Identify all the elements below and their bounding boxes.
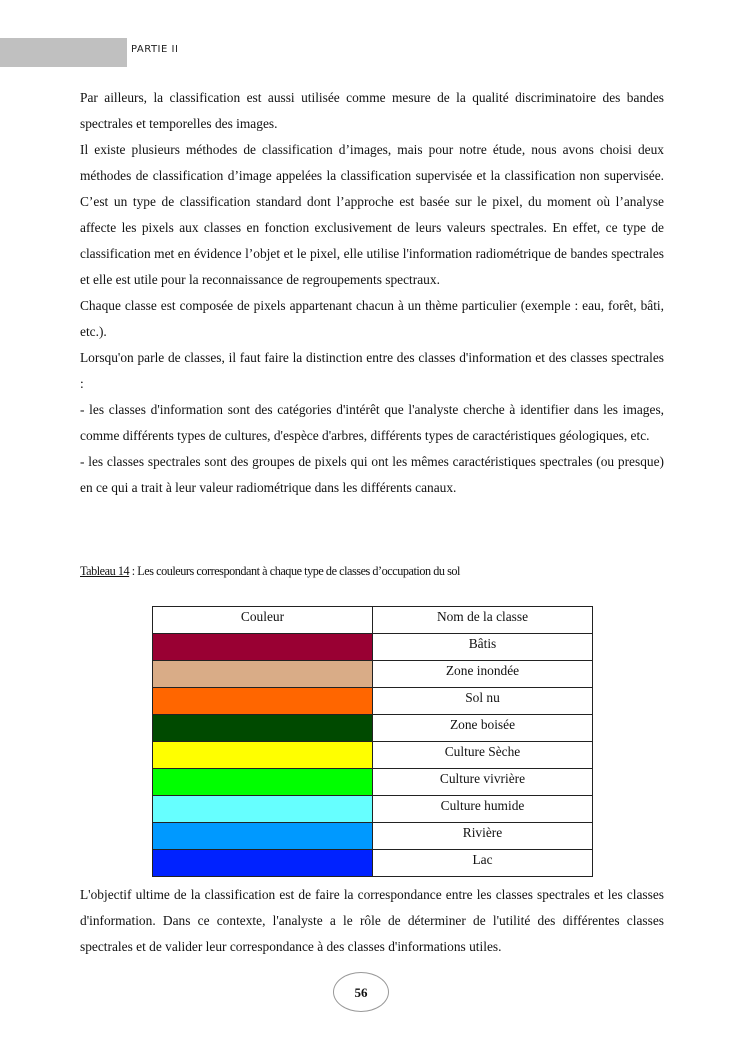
header-class-name: Nom de la classe <box>373 607 593 634</box>
color-swatch <box>153 634 373 661</box>
closing-paragraph: L'objectif ultime de la classification est de faire la correspondance entre les classes spectrales et les classes d'information. Dans ce contexte, l'analyste a le rôle de déterminer de l'utilité des différentes classes spectrales et de valider leur correspondance à des classes d'informations utiles. <box>80 887 664 954</box>
table-caption-text: : Les couleurs correspondant à chaque type de classes d’occupation du sol <box>129 564 460 578</box>
land-cover-color-table <box>152 606 593 877</box>
table-row <box>153 634 593 661</box>
color-swatch <box>153 661 373 688</box>
table-row <box>153 742 593 769</box>
table-row <box>153 850 593 877</box>
section-header: PARTIE II <box>131 44 179 55</box>
paragraph: Chaque classe est composée de pixels appartenant chacun à un thème particulier (exemple : eau, forêt, bâti, etc.). <box>80 298 664 339</box>
class-name: Culture vivrière <box>373 769 593 796</box>
table-row <box>153 823 593 850</box>
paragraph: Il existe plusieurs méthodes de classification d’images, mais pour notre étude, nous avons choisi deux méthodes de classification d’image appelées la classification supervisée et la classification non supervisée. C’est un type de classification standard dont l’approche est basée sur le pixel, du moment où l’analyse affecte les pixels aux classes en fonction exclusivement de leurs valeurs spectrales. En effet, ce type de classification met en évidence l’objet et le pixel, elle utilise l'information radiométrique de bandes spectrales et elle est utile pour la reconnaissance de regroupements spectraux. <box>80 142 664 287</box>
color-swatch <box>153 769 373 796</box>
table-header-row <box>153 607 593 634</box>
color-swatch <box>153 850 373 877</box>
header-bar <box>0 38 127 67</box>
paragraph: Lorsqu'on parle de classes, il faut faire la distinction entre des classes d'information et des classes spectrales : <box>80 350 664 391</box>
color-swatch <box>153 688 373 715</box>
color-swatch <box>153 796 373 823</box>
class-name: Lac <box>373 850 593 877</box>
paragraph: - les classes d'information sont des catégories d'intérêt que l'analyste cherche à identifier dans les images, comme différents types de cultures, d'espèce d'arbres, différents types de caractéristiques géologiques, etc. <box>80 402 664 443</box>
class-name: Zone inondée <box>373 661 593 688</box>
table-row <box>153 661 593 688</box>
table-caption-label: Tableau 14 <box>80 564 130 578</box>
class-name: Zone boisée <box>373 715 593 742</box>
table-row <box>153 715 593 742</box>
color-swatch <box>153 742 373 769</box>
color-swatch <box>153 715 373 742</box>
color-swatch <box>153 823 373 850</box>
paragraph: - les classes spectrales sont des groupes de pixels qui ont les mêmes caractéristiques spectrales (ou presque) en ce qui a trait à leur valeur radiométrique dans les différents canaux. <box>80 454 664 495</box>
table-row <box>153 688 593 715</box>
table-row <box>153 796 593 823</box>
table-body <box>153 634 593 877</box>
class-name: Bâtis <box>373 634 593 661</box>
page-number: 56 <box>333 972 389 1012</box>
header-color: Couleur <box>153 607 373 634</box>
table-row <box>153 769 593 796</box>
body-text <box>80 85 664 501</box>
class-name: Culture humide <box>373 796 593 823</box>
class-name: Sol nu <box>373 688 593 715</box>
paragraph: Par ailleurs, la classification est aussi utilisée comme mesure de la qualité discriminatoire des bandes spectrales et temporelles des images. <box>80 90 664 131</box>
table-caption <box>80 564 460 579</box>
class-name: Culture Sèche <box>373 742 593 769</box>
class-name: Rivière <box>373 823 593 850</box>
